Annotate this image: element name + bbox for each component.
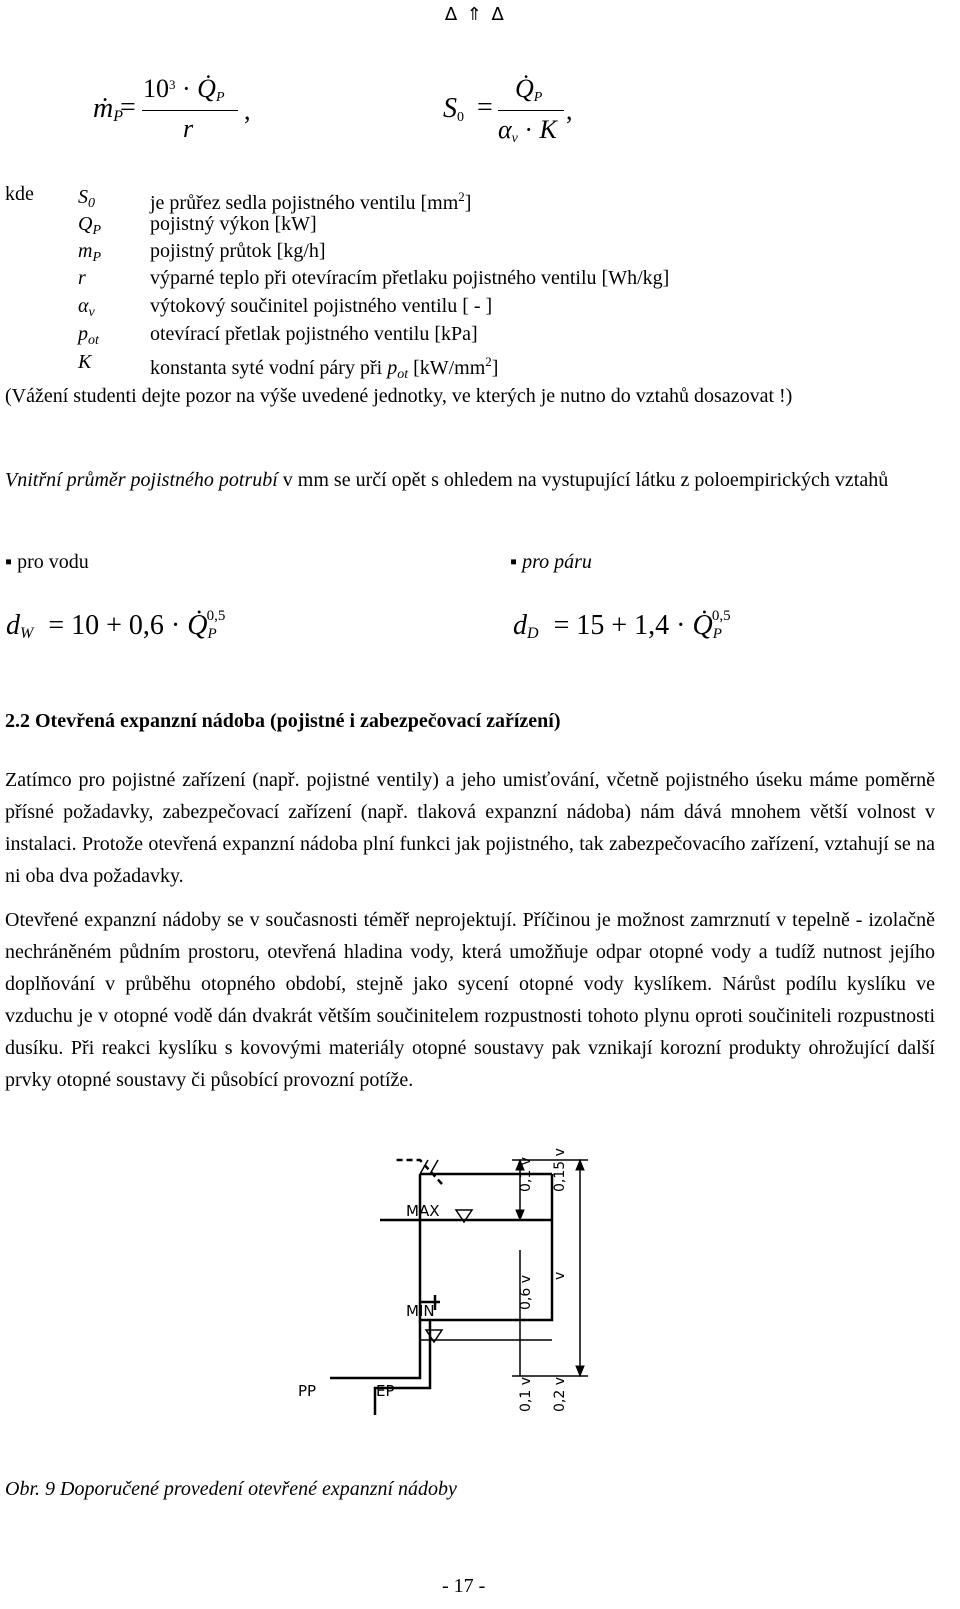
formula-lhs: $S_0$ [443,93,464,125]
expansion-tank-figure [280,1130,620,1415]
label-dim-01v-bottom: 0,1 v [518,1377,534,1412]
paragraph-2: Otevřené expanzní nádoby se v současnosti téměř neprojektují. Příčinou je možnost zamrznutí v tepelně - izolačně nechráněném půdním prostoru, otevřená hladina vody, která umožňuje odpar otopné vody a tudíž nutnost jejího doplňování v průběhu otopného období, stejně jako sycení otopné vody kyslíkem. Nárůst podílu kyslíku ve vzduchu je v otopné vodě dán dvakrát větším součinitelem rozpustnosti tohoto plynu oproti součiniteli rozpustnosti dusíku. Při reakci kyslíku s kovovými materiály otopné soustavy pak vznikají korozní produkty ohrožující další prvky otopné soustavy či působící provozní potíže. [5,909,935,1091]
units-note: (Vážení studenti dejte pozor na výše uvedené jednotky, ve kterých je nutno do vztahů dosazovat !) [5,385,793,407]
legend-kde: kde [5,183,34,205]
label-dim-v: v [552,1271,568,1280]
label-min: MIN [406,1302,435,1320]
diameter-intro: Vnitřní průměr pojistného potrubí v mm se určí opět s ohledem na vystupující látku z poloempirických vztahů [5,469,889,491]
comma: , [566,96,573,125]
bullet-steam: ▪ pro páru [510,551,592,573]
legend-row: $S_0$ je průřez sedla pojistného ventilu $[mm^2]$ [78,186,472,214]
pipe-pp [330,1320,420,1378]
bullet-water: ▪ pro vodu [5,551,89,573]
label-ep: EP [376,1382,395,1400]
header-marks: ∆ ⇑ ∆ [445,4,506,25]
legend-row: K konstanta syté vodní páry při $p_{ot}$ $[kW/mm^2]$ [78,351,499,382]
formula-numerator: $Q̇_P$ [515,74,543,105]
vent-pipe [395,1160,442,1184]
label-dim-01v-top: 0,1 v [518,1157,534,1192]
label-max: MAX [406,1202,440,1220]
pipe-ep [375,1320,430,1415]
section-heading: 2.2 Otevřená expanzní nádoba (pojistné i zabezpečovací zařízení) [5,710,561,732]
legend-row: $p_{ot}$ otevírací přetlak pojistného ventilu [kPa] [78,323,478,348]
legend-row: $Q_P$ pojistný výkon [kW] [78,213,317,238]
comma: , [244,96,251,125]
formula-denominator: r [183,114,194,143]
paragraph-1: Zatímco pro pojistné zařízení (např. pojistné ventily) a jeho umisťování, včetně pojistného úseku máme poměrně přísné požadavky, zabezpečovací zařízení (např. tlaková expanzní nádoba) nám dává mnohem větší volnost v instalaci. Protože otevřená expanzní nádoba plní funkci jak pojistného, tak zabezpečovacího zařízení, vztahují se na ni oba dva požadavky. [5,769,935,887]
label-dim-02v: 0,2 v [552,1377,568,1412]
formula-numerator: $10^3$ · $Q̇_P$ [143,74,225,105]
formula-water-diameter: $d_W = 10 + 0,6$ · $Q̇_P^{0,5}$ [6,608,226,642]
page-number: - 17 - [442,1575,486,1597]
equals-sign: = [477,92,493,123]
label-dim-06v: 0,6 v [518,1275,534,1310]
label-dim-015v: 0,15 v [552,1148,568,1192]
label-pp: PP [298,1382,317,1400]
equals-sign: = [120,92,136,123]
legend-row: r výparné teplo při otevíracím přetlaku pojistného ventilu [Wh/kg] [78,267,670,289]
figure-caption: Obr. 9 Doporučené provedení otevřené expanzní nádoby [5,1478,457,1500]
hatching [420,1160,438,1174]
formula-lhs: ṁ$_P$ [93,93,124,125]
fraction-line [498,110,564,111]
formula-denominator: $\alpha_v \cdot K$ [498,115,557,146]
formula-steam-diameter: $d_D = 15 + 1,4$ · $Q̇_P^{0,5}$ [513,608,731,642]
fraction-line [142,110,238,111]
legend-row: $\alpha_v$ výtokový součinitel pojistného ventilu [ - ] [78,295,493,320]
legend-row: $m_P$ pojistný průtok [kg/h] [78,240,326,265]
